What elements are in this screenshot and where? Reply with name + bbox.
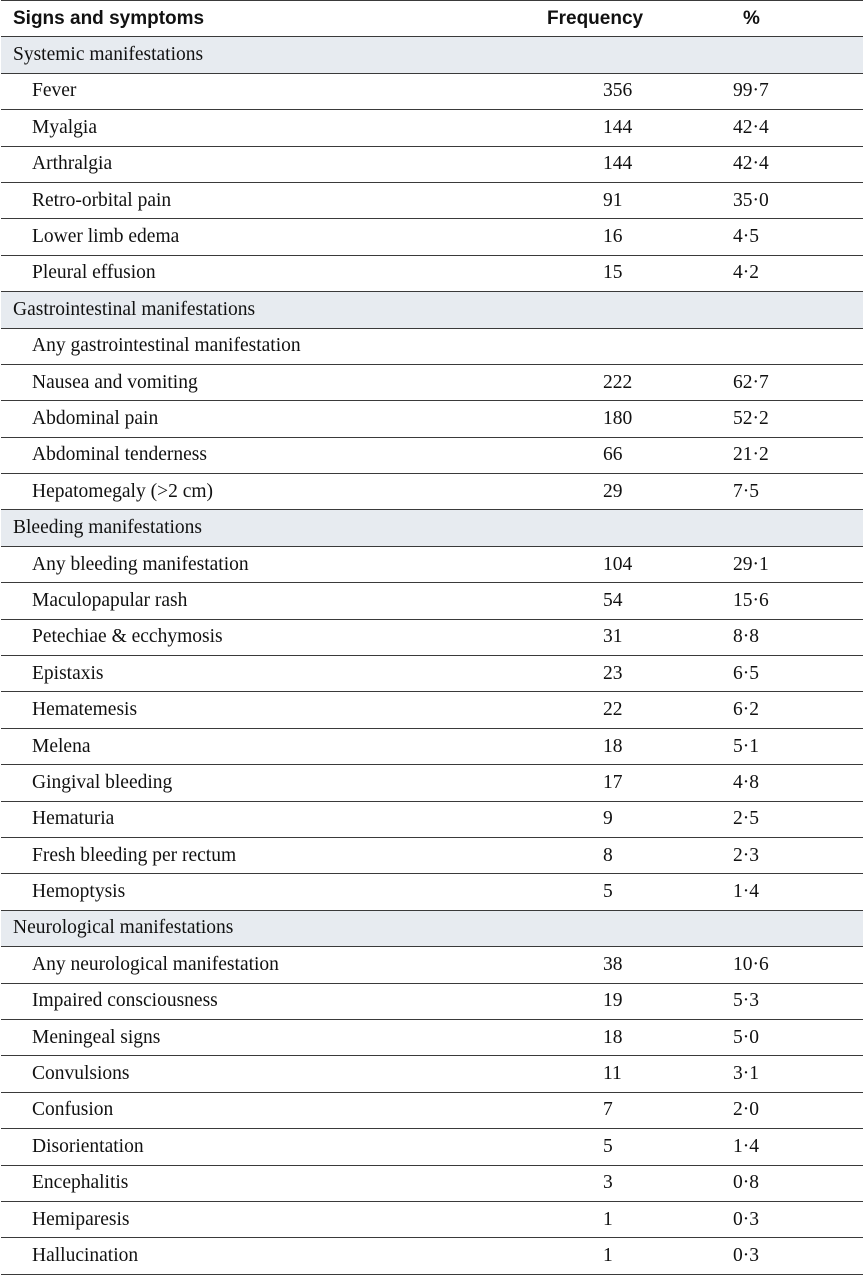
frequency-cell: 356 — [401, 73, 673, 109]
percent-cell: 21·2 — [673, 437, 863, 473]
frequency-cell: 18 — [401, 728, 673, 764]
table-row — [1, 219, 863, 255]
percent-cell: 5·3 — [673, 983, 863, 1019]
frequency-cell: 11 — [401, 1056, 673, 1092]
table-row — [1, 1238, 863, 1274]
frequency-cell: 91 — [401, 182, 673, 218]
percent-cell: 1·4 — [673, 1129, 863, 1165]
symptom-label: Retro-orbital pain — [1, 182, 401, 218]
table-body — [1, 37, 863, 1274]
percent-cell: 29·1 — [673, 546, 863, 582]
percent-cell: 35·0 — [673, 182, 863, 218]
frequency-cell: 222 — [401, 364, 673, 400]
table-row — [1, 801, 863, 837]
percent-cell: 5·1 — [673, 728, 863, 764]
table-row — [1, 110, 863, 146]
symptom-label: Any bleeding manifestation — [1, 546, 401, 582]
symptom-label: Any neurological manifestation — [1, 947, 401, 983]
frequency-cell: 7 — [401, 1092, 673, 1128]
frequency-cell: 8 — [401, 837, 673, 873]
frequency-cell: 180 — [401, 401, 673, 437]
symptom-label: Myalgia — [1, 110, 401, 146]
symptom-label: Epistaxis — [1, 656, 401, 692]
frequency-cell: 3 — [401, 1165, 673, 1201]
symptom-label: Impaired consciousness — [1, 983, 401, 1019]
symptom-label: Fever — [1, 73, 401, 109]
symptom-label: Meningeal signs — [1, 1019, 401, 1055]
section-title: Bleeding manifestations — [1, 510, 863, 546]
table-row — [1, 255, 863, 291]
percent-cell: 4·5 — [673, 219, 863, 255]
percent-cell: 2·3 — [673, 837, 863, 873]
table-row — [1, 983, 863, 1019]
header-percent: % — [673, 1, 863, 37]
symptom-label: Melena — [1, 728, 401, 764]
percent-cell: 4·8 — [673, 765, 863, 801]
frequency-cell: 23 — [401, 656, 673, 692]
frequency-cell — [401, 328, 673, 364]
percent-cell — [673, 328, 863, 364]
table-row — [1, 546, 863, 582]
frequency-cell: 144 — [401, 146, 673, 182]
percent-cell: 42·4 — [673, 110, 863, 146]
percent-cell: 2·5 — [673, 801, 863, 837]
percent-cell: 62·7 — [673, 364, 863, 400]
section-title: Systemic manifestations — [1, 37, 863, 73]
table-row — [1, 728, 863, 764]
table-header-row — [1, 1, 863, 37]
table-row — [1, 947, 863, 983]
percent-cell: 0·8 — [673, 1165, 863, 1201]
header-signs-and-symptoms: Signs and symptoms — [1, 1, 401, 37]
frequency-cell: 18 — [401, 1019, 673, 1055]
frequency-cell: 16 — [401, 219, 673, 255]
symptom-label: Maculopapular rash — [1, 583, 401, 619]
header-frequency: Frequency — [401, 1, 673, 37]
frequency-cell: 1 — [401, 1201, 673, 1237]
table-row — [1, 182, 863, 218]
table-row — [1, 1165, 863, 1201]
table-row — [1, 1056, 863, 1092]
section-title: Gastrointestinal manifestations — [1, 292, 863, 328]
section-header-row — [1, 910, 863, 946]
percent-cell: 5·0 — [673, 1019, 863, 1055]
symptom-label: Hemoptysis — [1, 874, 401, 910]
symptom-label: Hepatomegaly (>2 cm) — [1, 474, 401, 510]
table-row — [1, 146, 863, 182]
section-header-row — [1, 37, 863, 73]
percent-cell: 0·3 — [673, 1238, 863, 1274]
table-row — [1, 437, 863, 473]
table-row — [1, 1129, 863, 1165]
symptom-label: Nausea and vomiting — [1, 364, 401, 400]
section-header-row — [1, 510, 863, 546]
table-row — [1, 619, 863, 655]
symptom-label: Encephalitis — [1, 1165, 401, 1201]
percent-cell: 0·3 — [673, 1201, 863, 1237]
frequency-cell: 5 — [401, 1129, 673, 1165]
percent-cell: 15·6 — [673, 583, 863, 619]
symptom-label: Confusion — [1, 1092, 401, 1128]
table-row — [1, 656, 863, 692]
table-row — [1, 1201, 863, 1237]
frequency-cell: 104 — [401, 546, 673, 582]
symptom-label: Pleural effusion — [1, 255, 401, 291]
percent-cell: 2·0 — [673, 1092, 863, 1128]
frequency-cell: 19 — [401, 983, 673, 1019]
symptoms-table — [1, 0, 863, 1275]
frequency-cell: 9 — [401, 801, 673, 837]
table-row — [1, 73, 863, 109]
table-row — [1, 401, 863, 437]
symptom-label: Convulsions — [1, 1056, 401, 1092]
section-title: Neurological manifestations — [1, 910, 863, 946]
frequency-cell: 17 — [401, 765, 673, 801]
symptom-label: Hallucination — [1, 1238, 401, 1274]
percent-cell: 10·6 — [673, 947, 863, 983]
table-row — [1, 765, 863, 801]
symptom-label: Gingival bleeding — [1, 765, 401, 801]
frequency-cell: 38 — [401, 947, 673, 983]
frequency-cell: 31 — [401, 619, 673, 655]
symptom-label: Disorientation — [1, 1129, 401, 1165]
symptom-label: Lower limb edema — [1, 219, 401, 255]
symptom-label: Abdominal tenderness — [1, 437, 401, 473]
percent-cell: 8·8 — [673, 619, 863, 655]
table-row — [1, 692, 863, 728]
percent-cell: 3·1 — [673, 1056, 863, 1092]
table-row — [1, 1019, 863, 1055]
frequency-cell: 54 — [401, 583, 673, 619]
table-row — [1, 837, 863, 873]
percent-cell: 4·2 — [673, 255, 863, 291]
symptom-label: Hemiparesis — [1, 1201, 401, 1237]
table-row — [1, 328, 863, 364]
frequency-cell: 5 — [401, 874, 673, 910]
percent-cell: 99·7 — [673, 73, 863, 109]
table-row — [1, 364, 863, 400]
symptom-label: Arthralgia — [1, 146, 401, 182]
symptom-label: Petechiae & ecchymosis — [1, 619, 401, 655]
percent-cell: 6·5 — [673, 656, 863, 692]
section-header-row — [1, 292, 863, 328]
percent-cell: 7·5 — [673, 474, 863, 510]
table-row — [1, 474, 863, 510]
table-row — [1, 1092, 863, 1128]
frequency-cell: 1 — [401, 1238, 673, 1274]
frequency-cell: 29 — [401, 474, 673, 510]
percent-cell: 52·2 — [673, 401, 863, 437]
percent-cell: 42·4 — [673, 146, 863, 182]
frequency-cell: 15 — [401, 255, 673, 291]
table-row — [1, 874, 863, 910]
table-row — [1, 583, 863, 619]
symptom-label: Fresh bleeding per rectum — [1, 837, 401, 873]
frequency-cell: 22 — [401, 692, 673, 728]
symptom-label: Any gastrointestinal manifestation — [1, 328, 401, 364]
symptom-label: Hematuria — [1, 801, 401, 837]
percent-cell: 1·4 — [673, 874, 863, 910]
frequency-cell: 144 — [401, 110, 673, 146]
symptom-label: Hematemesis — [1, 692, 401, 728]
frequency-cell: 66 — [401, 437, 673, 473]
symptom-label: Abdominal pain — [1, 401, 401, 437]
percent-cell: 6·2 — [673, 692, 863, 728]
